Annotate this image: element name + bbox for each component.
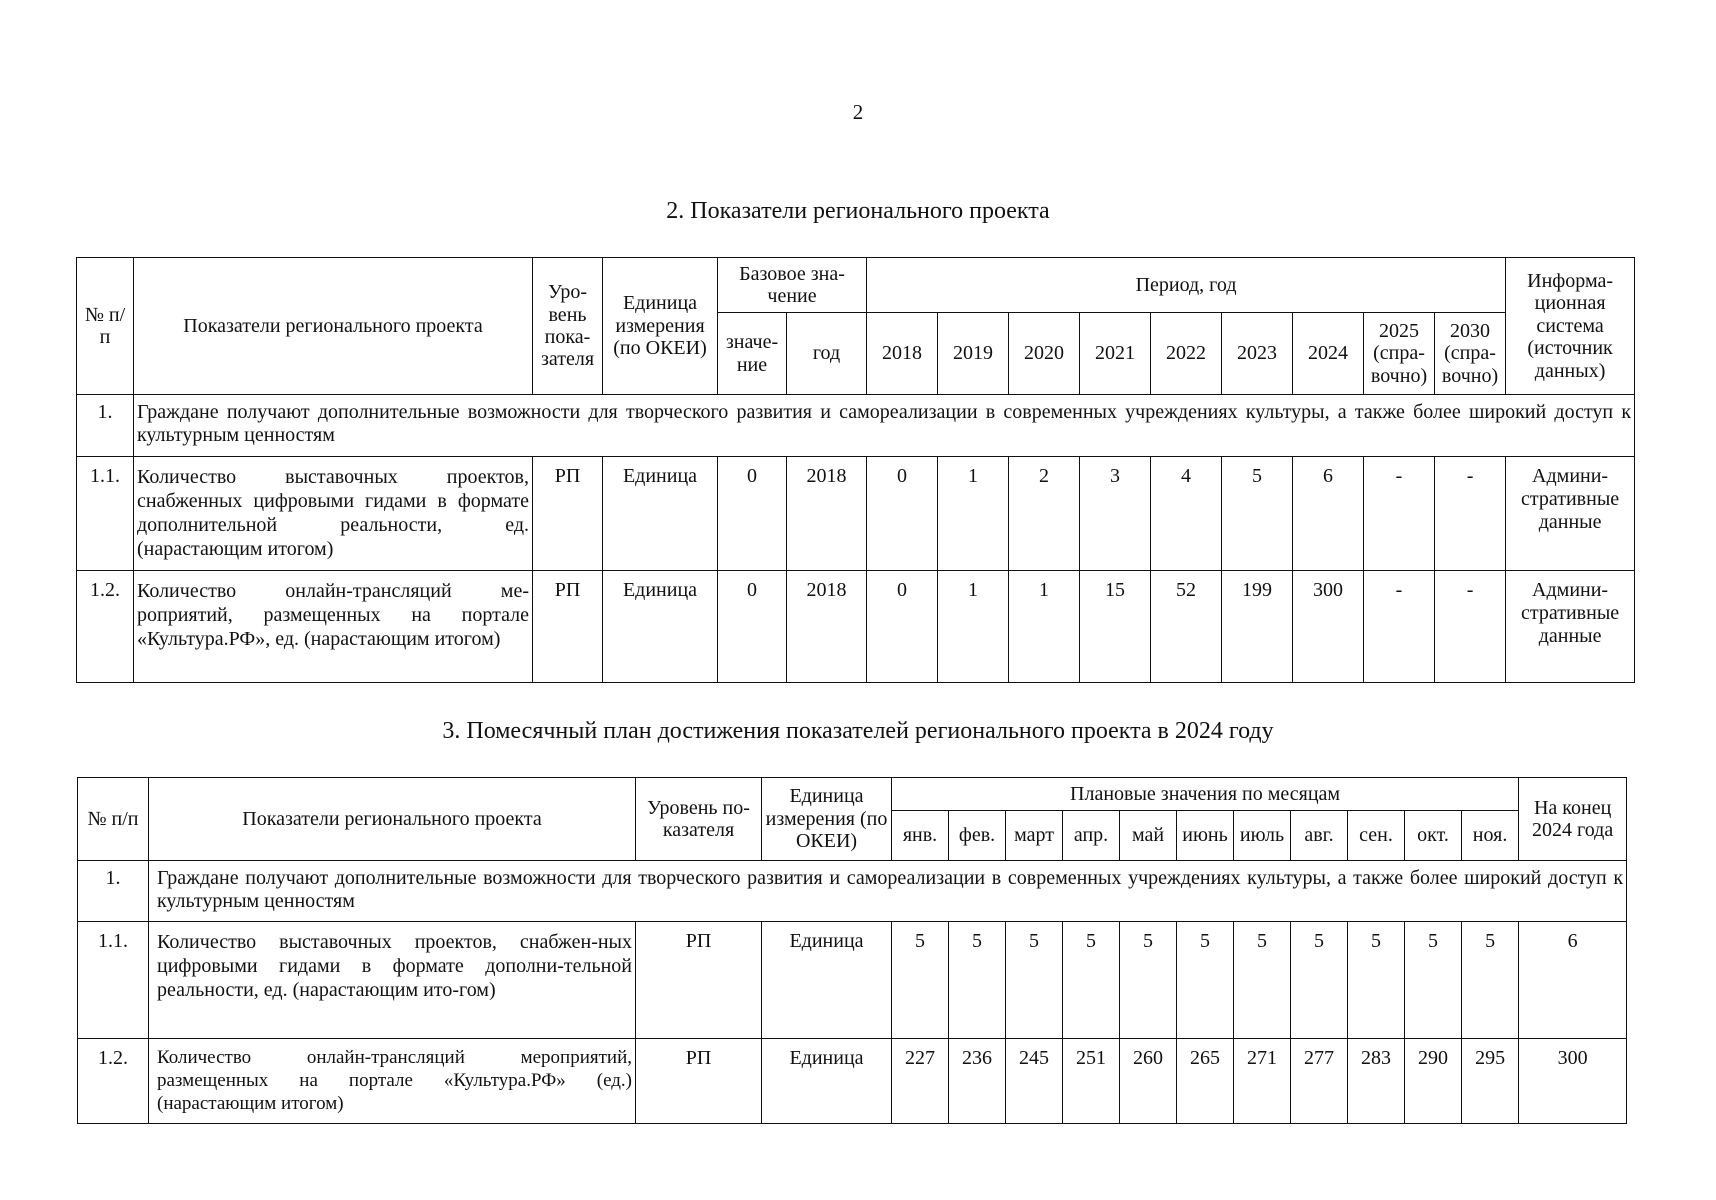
year-value: 4	[1151, 457, 1222, 571]
header-month: сен.	[1348, 811, 1405, 861]
row-num: 1.2.	[78, 1039, 149, 1124]
year-value: -	[1435, 457, 1506, 571]
month-value: 227	[892, 1039, 949, 1124]
header-level: Уровень по-казателя	[636, 778, 762, 861]
end-of-year-value: 300	[1519, 1039, 1627, 1124]
regional-indicators-table	[76, 257, 1635, 683]
indicator-name: Количество выставочных проектов, снабженных цифровыми гидами в формате дополнительной реальности, ед. (нарастающим итогом)	[134, 457, 533, 571]
month-value: 295	[1462, 1039, 1519, 1124]
page-number: 2	[852, 100, 864, 124]
year-value: 52	[1151, 571, 1222, 683]
header-year: 2024	[1293, 313, 1364, 395]
header-num: № п/п	[78, 778, 149, 861]
header-unit: Единица измерения (по ОКЕИ)	[603, 258, 718, 395]
indicator-level: РП	[533, 571, 603, 683]
year-value: 3	[1080, 457, 1151, 571]
year-value: 2	[1009, 457, 1080, 571]
info-system: Админи-стративные данные	[1506, 457, 1635, 571]
indicator-name: Количество онлайн-трансляций мероприятий, размещенных на портале «Культура.РФ» (ед.) (нарастающим итогом)	[149, 1039, 636, 1124]
header-year: 2025 (спра-вочно)	[1364, 313, 1435, 395]
header-month: май	[1120, 811, 1177, 861]
row-num: 1.2.	[77, 571, 134, 683]
month-value: 271	[1234, 1039, 1291, 1124]
info-system: Админи-стративные данные	[1506, 571, 1635, 683]
month-value: 5	[1063, 922, 1120, 1039]
month-value: 5	[1291, 922, 1348, 1039]
base-year: 2018	[787, 457, 867, 571]
month-value: 5	[1348, 922, 1405, 1039]
header-year: 2018	[867, 313, 938, 395]
month-value: 5	[1177, 922, 1234, 1039]
header-month: июль	[1234, 811, 1291, 861]
header-end-of-year: На конец 2024 года	[1519, 778, 1627, 861]
indicator-unit: Единица	[603, 571, 718, 683]
header-month: авг.	[1291, 811, 1348, 861]
year-value: 1	[938, 457, 1009, 571]
header-period: Период, год	[867, 258, 1506, 313]
header-indicator-name: Показатели регионального проекта	[149, 778, 636, 861]
year-value: -	[1364, 457, 1435, 571]
year-value: 1	[1009, 571, 1080, 683]
header-level: Уро-вень пока-зателя	[533, 258, 603, 395]
header-base-value: значе-ние	[718, 313, 787, 395]
month-value: 251	[1063, 1039, 1120, 1124]
month-value: 277	[1291, 1039, 1348, 1124]
month-value: 5	[1120, 922, 1177, 1039]
year-value: 5	[1222, 457, 1293, 571]
month-value: 5	[1462, 922, 1519, 1039]
year-value: 1	[938, 571, 1009, 683]
month-value: 236	[949, 1039, 1006, 1124]
header-base: Базовое зна-чение	[718, 258, 867, 313]
row-num: 1.1.	[78, 922, 149, 1039]
header-indicator-name: Показатели регионального проекта	[134, 258, 533, 395]
year-value: 6	[1293, 457, 1364, 571]
header-month: янв.	[892, 811, 949, 861]
year-value: -	[1364, 571, 1435, 683]
year-value: 0	[867, 571, 938, 683]
base-year: 2018	[787, 571, 867, 683]
group-text: Граждане получают дополнительные возможности для творческого развития и самореализации в современных учреждениях культуры, а также более широкий доступ к культурным ценностям	[149, 861, 1627, 922]
section-3-title: 3. Помесячный план достижения показателей регионального проекта в 2024 году	[442, 718, 1274, 744]
group-num: 1.	[77, 395, 134, 457]
year-value: 300	[1293, 571, 1364, 683]
month-value: 5	[949, 922, 1006, 1039]
indicator-unit: Единица	[762, 922, 892, 1039]
month-value: 5	[1234, 922, 1291, 1039]
month-value: 5	[892, 922, 949, 1039]
end-of-year-value: 6	[1519, 922, 1627, 1039]
month-value: 5	[1405, 922, 1462, 1039]
header-month: ноя.	[1462, 811, 1519, 861]
header-year: 2023	[1222, 313, 1293, 395]
row-num: 1.1.	[77, 457, 134, 571]
base-value: 0	[718, 571, 787, 683]
month-value: 283	[1348, 1039, 1405, 1124]
header-num: № п/п	[77, 258, 134, 395]
header-month: фев.	[949, 811, 1006, 861]
header-unit: Единица измерения (по ОКЕИ)	[762, 778, 892, 861]
indicator-name: Количество выставочных проектов, снабжен-ных цифровыми гидами в формате дополни-тельной реальности, ед. (нарастающим ито-гом)	[149, 922, 636, 1039]
base-value: 0	[718, 457, 787, 571]
month-value: 290	[1405, 1039, 1462, 1124]
header-year: 2021	[1080, 313, 1151, 395]
section-2-title: 2. Показатели регионального проекта	[666, 198, 1050, 224]
header-month: окт.	[1405, 811, 1462, 861]
month-value: 260	[1120, 1039, 1177, 1124]
indicator-name: Количество онлайн-трансляций ме-роприятий, размещенных на портале «Культура.РФ», ед. (нарастающим итогом)	[134, 571, 533, 683]
header-base-year: год	[787, 313, 867, 395]
header-month: июнь	[1177, 811, 1234, 861]
month-value: 245	[1006, 1039, 1063, 1124]
indicator-level: РП	[636, 922, 762, 1039]
year-value: 0	[867, 457, 938, 571]
year-value: 15	[1080, 571, 1151, 683]
month-value: 265	[1177, 1039, 1234, 1124]
year-value: 199	[1222, 571, 1293, 683]
month-value: 5	[1006, 922, 1063, 1039]
indicator-level: РП	[533, 457, 603, 571]
year-value: -	[1435, 571, 1506, 683]
header-year: 2022	[1151, 313, 1222, 395]
group-text: Граждане получают дополнительные возможности для творческого развития и самореализации в современных учреждениях культуры, а также более широкий доступ к культурным ценностям	[134, 395, 1635, 457]
group-num: 1.	[78, 861, 149, 922]
header-month: март	[1006, 811, 1063, 861]
header-month: апр.	[1063, 811, 1120, 861]
indicator-unit: Единица	[762, 1039, 892, 1124]
header-plan: Плановые значения по месяцам	[892, 778, 1519, 811]
header-info-system: Информа-ционная система (источник данных)	[1506, 258, 1635, 395]
header-year: 2019	[938, 313, 1009, 395]
header-year: 2020	[1009, 313, 1080, 395]
header-year: 2030 (спра-вочно)	[1435, 313, 1506, 395]
monthly-plan-table	[77, 777, 1627, 1124]
indicator-unit: Единица	[603, 457, 718, 571]
indicator-level: РП	[636, 1039, 762, 1124]
